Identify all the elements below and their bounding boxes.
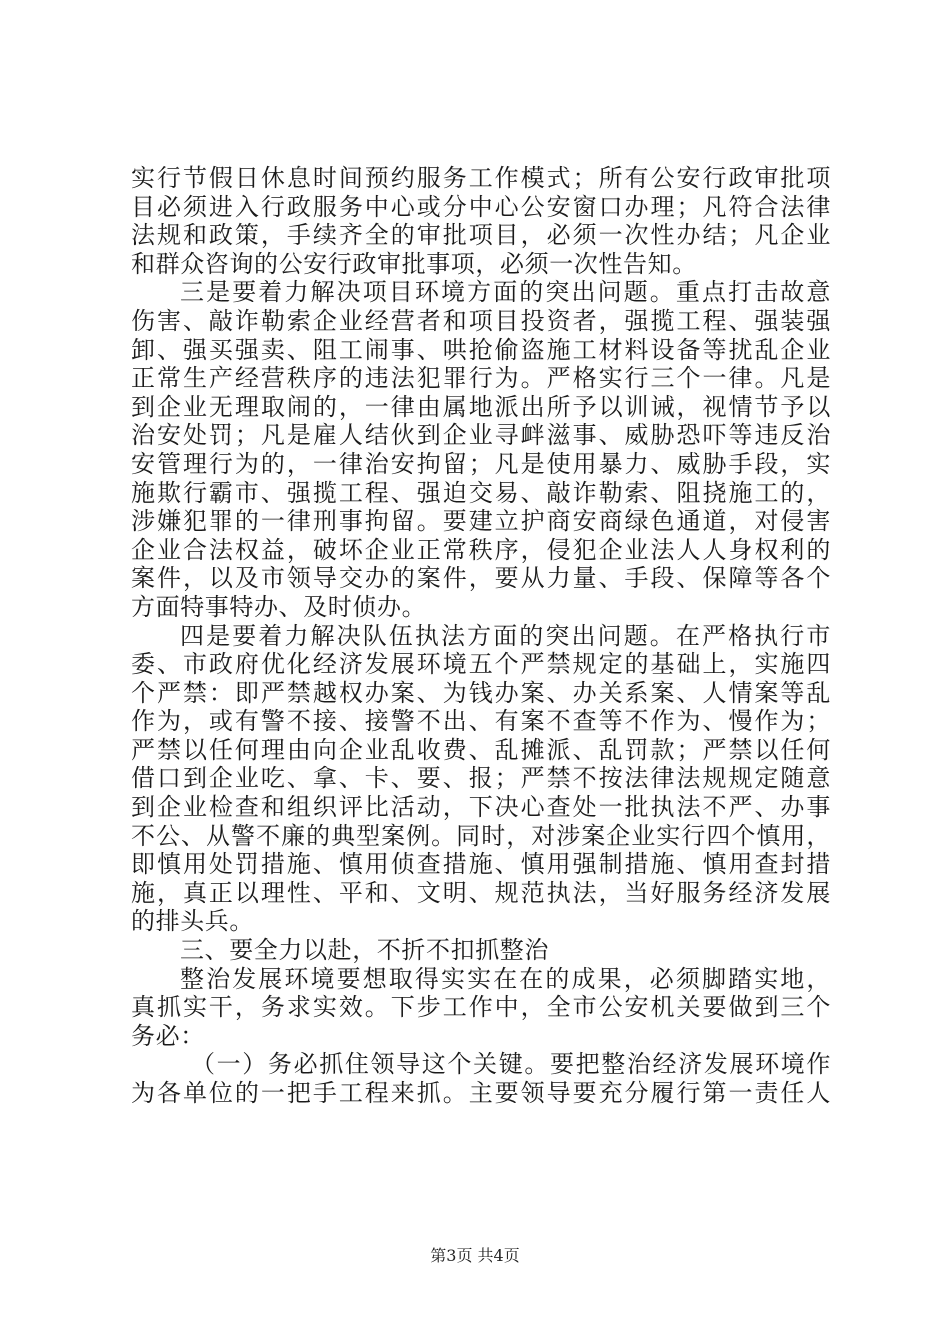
text-line: 务必： (131, 1021, 205, 1050)
text-line: 不公、从警不廉的典型案例。同时，对涉案企业实行四个慎用， (131, 821, 831, 850)
text-line: 卸、强买强卖、阻工闹事、哄抢偷盗施工材料设备等扰乱企业 (131, 335, 831, 364)
text-line: 的排头兵。 (131, 907, 254, 936)
text-line: 到企业无理取闹的，一律由属地派出所予以训诫，视情节予以 (131, 392, 831, 421)
text-line: 正常生产经营秩序的违法犯罪行为。严格实行三个一律。凡是 (131, 364, 831, 393)
text-line: 作为，或有警不接、接警不出、有案不查等不作为、慢作为； (131, 707, 831, 736)
text-line: 委、市政府优化经济发展环境五个严禁规定的基础上，实施四 (131, 650, 831, 679)
text-line: 整治发展环境要想取得实实在在的成果，必须脚踏实地， (180, 964, 831, 993)
text-line: 治安处罚；凡是雇人结伙到企业寻衅滋事、威胁恐吓等违反治 (131, 421, 831, 450)
text-line: 真抓实干，务求实效。下步工作中，全市公安机关要做到三个 (131, 993, 831, 1022)
text-line: 四是要着力解决队伍执法方面的突出问题。在严格执行市 (180, 621, 831, 650)
text-line: 法规和政策，手续齐全的审批项目，必须一次性办结；凡企业 (131, 221, 831, 250)
text-line: 案件，以及市领导交办的案件，要从力量、手段、保障等各个 (131, 564, 831, 593)
text-line: （一）务必抓住领导这个关键。要把整治经济发展环境作 (191, 1050, 831, 1079)
text-line: 伤害、敲诈勒索企业经营者和项目投资者，强揽工程、强装强 (131, 306, 831, 335)
text-line: 到企业检查和组织评比活动，下决心查处一批执法不严、办事 (131, 793, 831, 822)
text-line: 三是要着力解决项目环境方面的突出问题。重点打击故意 (180, 278, 831, 307)
text-line: 施，真正以理性、平和、文明、规范执法，当好服务经济发展 (131, 878, 831, 907)
text-line: 严禁以任何理由向企业乱收费、乱摊派、乱罚款；严禁以任何 (131, 735, 831, 764)
text-line: 为各单位的一把手工程来抓。主要领导要充分履行第一责任人 (131, 1079, 831, 1107)
document-body (131, 164, 831, 1108)
page-number-footer: 第3页 共4页 (430, 1246, 520, 1265)
text-line: 和群众咨询的公安行政审批事项，必须一次性告知。 (131, 249, 697, 278)
text-line: 借口到企业吃、拿、卡、要、报；严禁不按法律法规规定随意 (131, 764, 831, 793)
text-line: 涉嫌犯罪的一律刑事拘留。要建立护商安商绿色通道，对侵害 (131, 507, 831, 536)
section-heading: 三、要全力以赴，不折不扣抓整治 (180, 936, 549, 965)
text-line: 方面特事特办、及时侦办。 (131, 592, 427, 621)
text-line: 企业合法权益，破坏企业正常秩序，侵犯企业法人人身权利的 (131, 535, 831, 564)
text-line: 安管理行为的，一律治安拘留；凡是使用暴力、威胁手段，实 (131, 449, 831, 478)
text-line: 目必须进入行政服务中心或分中心公安窗口办理；凡符合法律 (131, 192, 831, 221)
text-line: 个严禁：即严禁越权办案、为钱办案、办关系案、人情案等乱 (131, 678, 831, 707)
text-line: 施欺行霸市、强揽工程、强迫交易、敲诈勒索、阻挠施工的， (131, 478, 831, 507)
text-line: 即慎用处罚措施、慎用侦查措施、慎用强制措施、慎用查封措 (131, 850, 831, 879)
text-line: 实行节假日休息时间预约服务工作模式；所有公安行政审批项 (131, 164, 831, 192)
